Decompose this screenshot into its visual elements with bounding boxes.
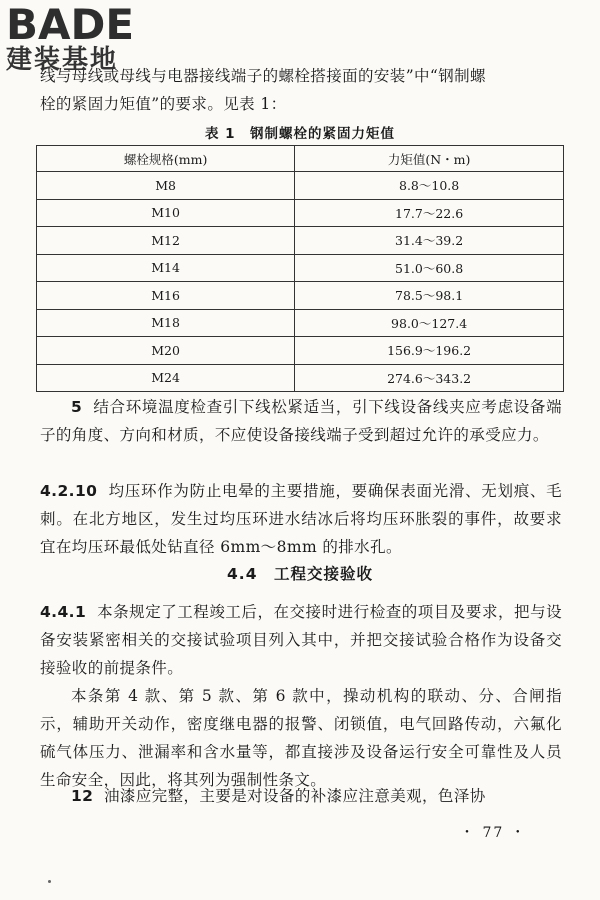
torque-cell: 98.0～127.4 [295, 309, 564, 337]
intro-line-2: 栓的紧固力矩值”的要求。见表 1： [40, 95, 287, 113]
bolt-spec-cell: M14 [37, 254, 295, 282]
item-5-number: 5 [71, 398, 83, 416]
bolt-spec-cell: M20 [37, 337, 295, 365]
bolt-spec-cell: M10 [37, 199, 295, 227]
table-row [37, 364, 564, 392]
header-torque-value: 力矩值(N・m) [295, 146, 564, 172]
table-header-row [37, 146, 564, 172]
torque-table [36, 145, 564, 392]
page-number: ・ 77 ・ [460, 825, 527, 841]
item-5-paragraph [40, 393, 562, 449]
bolt-spec-cell: M12 [37, 227, 295, 255]
watermark-cjk: 建装基地 [6, 45, 119, 75]
torque-cell: 274.6～343.2 [295, 364, 564, 392]
watermark-latin: BADE [6, 0, 135, 49]
torque-cell: 156.9～196.2 [295, 337, 564, 365]
bolt-spec-cell: M24 [37, 364, 295, 392]
clause-4-2-10-number: 4.2.10 [40, 482, 98, 500]
table-row [37, 172, 564, 200]
bolt-spec-cell: M18 [37, 309, 295, 337]
item-5-text: 结合环境温度检查引下线松紧适当，引下线设备线夹应考虑设备端子的角度、方向和材质，不应使设备接线端子受到超过允许的承受应力。 [40, 398, 563, 444]
clause-4-4-1-number: 4.4.1 [40, 603, 87, 621]
scan-speck [48, 880, 51, 883]
table-caption: 表 1 钢制螺栓的紧固力矩值 [204, 126, 396, 142]
torque-cell: 8.8～10.8 [295, 172, 564, 200]
torque-cell: 78.5～98.1 [295, 282, 564, 310]
torque-cell: 31.4～39.2 [295, 227, 564, 255]
torque-cell: 51.0～60.8 [295, 254, 564, 282]
table-row [37, 199, 564, 227]
item-12-number: 12 [71, 787, 94, 805]
clause-4-4-1-second-text: 本条第 4 款、第 5 款、第 6 款中，操动机构的联动、分、合闸指示，辅助开关动作，密度继电器的报警、闭锁值，电气回路传动，六氟化硫气体压力、泄漏率和含水量等，都直接涉及设备运行安全可靠性及人员生命安全，因此，将其列为强制性条文。 [40, 687, 562, 789]
clause-4-4-1-text: 本条规定了工程竣工后，在交接时进行检查的项目及要求，把与设备安装紧密相关的交接试验项目列入其中，并把交接试验合格作为设备交接验收的前提条件。 [40, 603, 563, 677]
clause-4-2-10-paragraph [40, 477, 562, 561]
clause-4-2-10-text: 均压环作为防止电晕的主要措施，要确保表面光滑、无划痕、毛刺。在北方地区，发生过均压环进水结冰后将均压环胀裂的事件，故要求宜在均压环最低处钻直径 6mm～8mm 的排水孔。 [40, 482, 563, 556]
bolt-spec-cell: M8 [37, 172, 295, 200]
torque-cell: 17.7～22.6 [295, 199, 564, 227]
item-12-paragraph [40, 782, 562, 810]
item-12-text: 油漆应完整，主要是对设备的补漆应注意美观，色泽协 [104, 787, 486, 805]
bolt-spec-cell: M16 [37, 282, 295, 310]
watermark-logo [6, 2, 134, 74]
section-heading: 4.4 工程交接验收 [227, 565, 373, 583]
table-row [37, 337, 564, 365]
table-row [37, 309, 564, 337]
table-row [37, 227, 564, 255]
clause-4-4-1-paragraph [40, 598, 562, 682]
header-bolt-spec: 螺栓规格(mm) [37, 146, 295, 172]
table-row [37, 254, 564, 282]
intro-line-1: 线与母线或母线与电器接线端子的螺栓搭接面的安装”中“钢制螺 [40, 67, 486, 85]
table-row [37, 282, 564, 310]
clause-4-4-1-second-paragraph [40, 682, 562, 794]
